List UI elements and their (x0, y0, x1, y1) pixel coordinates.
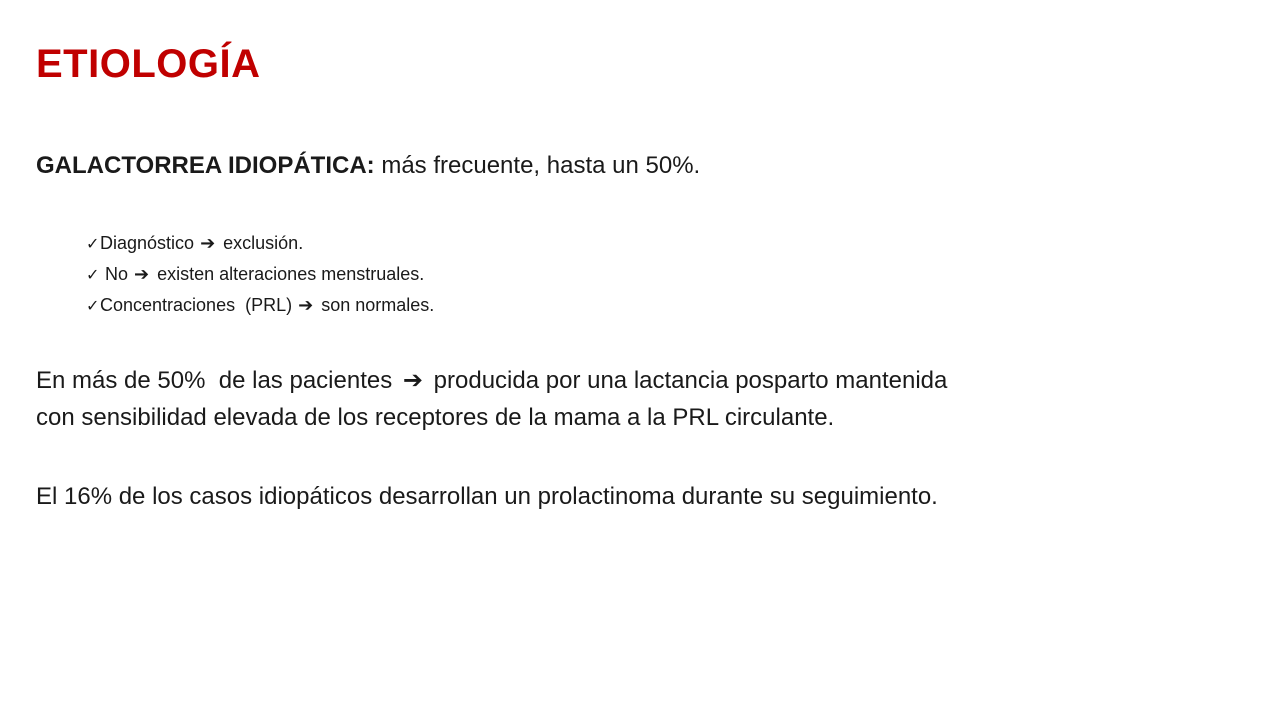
paragraph1-line1-before: En más de 50% de las pacientes (36, 367, 393, 394)
bullet-item (86, 228, 434, 259)
bullet-text-after: son normales. (321, 294, 435, 315)
bullet-text-before: Diagnóstico (100, 233, 195, 253)
intro-line (36, 152, 700, 181)
paragraph1-line2: con sensibilidad elevada de los receptores de la mama a la PRL circulante. (36, 404, 835, 432)
intro-rest: más frecuente, hasta un 50%. (374, 152, 701, 179)
slide-title: ETIOLOGÍA (36, 42, 261, 86)
paragraph-lactancia (36, 362, 947, 436)
paragraph-prolactinoma: El 16% de los casos idiopáticos desarrollan un prolactinoma durante su seguimiento. (36, 483, 938, 510)
bullet-item (86, 290, 434, 321)
bullet-list (86, 228, 434, 321)
bullet-text-after: exclusión. (223, 233, 304, 253)
paragraph1-line1-after: producida por una lactancia posparto mantenida (433, 367, 948, 394)
right-arrow-icon: ➔ (134, 263, 150, 284)
right-arrow-icon: ➔ (298, 294, 314, 315)
intro-lead: GALACTORREA IDIOPÁTICA: (36, 152, 375, 179)
check-icon: ✓ (86, 236, 100, 253)
bullet-text-before: Concentraciones (PRL) (100, 294, 293, 315)
check-icon: ✓ (86, 297, 100, 315)
right-arrow-icon: ➔ (402, 367, 423, 394)
check-icon: ✓ (86, 266, 100, 284)
bullet-text-after: existen alteraciones menstruales. (157, 263, 425, 284)
right-arrow-icon: ➔ (200, 233, 216, 253)
bullet-item (86, 259, 434, 290)
bullet-text-before: No (100, 263, 129, 284)
